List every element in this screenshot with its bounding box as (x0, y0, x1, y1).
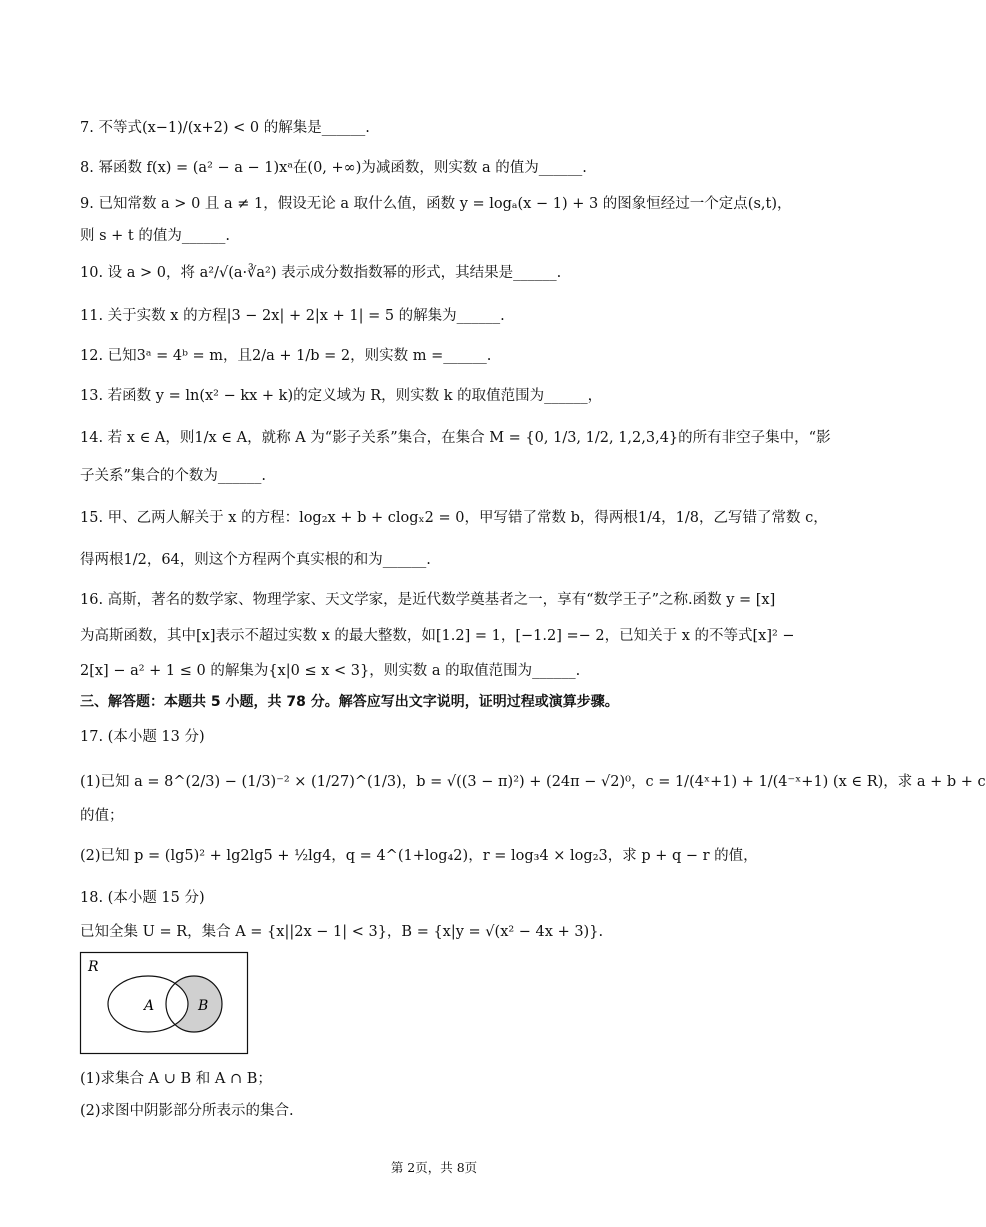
question-17-part2: (2)已知 p = (lg5)² + lg2lg5 + ½lg4，q = 4^(1+log₄2)，r = log₃4 × log₂3，求 p + q − r 的值， (80, 848, 758, 864)
question-10: 10. 设 a > 0，将 a²/√(a·∛a²) 表示成分数指数幂的形式，其结果是______. (80, 265, 562, 281)
question-14-line1: 14. 若 x ∈ A，则1/x ∈ A，就称 A 为“影子关系”集合，在集合 M = {0, 1/3, 1/2, 1,2,3,4}的所有非空子集中，“影 (80, 430, 831, 446)
question-17-title: 17. (本小题 13 分) (80, 729, 205, 745)
question-16-line3: 2[x] − a² + 1 ≤ 0 的解集为{x|0 ≤ x < 3}，则实数 a 的取值范围为______. (80, 663, 581, 679)
question-15-line1: 15. 甲、乙两人解关于 x 的方程：log₂x + b + clogₓ2 = 0，甲写错了常数 b，得两根1/4，1/8，乙写错了常数 c， (80, 510, 828, 526)
question-7: 7. 不等式(x−1)/(x+2) < 0 的解集是______. (80, 120, 370, 136)
question-9-line2: 则 s + t 的值为______. (80, 228, 230, 244)
question-17-part1-line1: (1)已知 a = 8^(2/3) − (1/3)⁻² × (1/27)^(1/3)，b = √((3 − π)²) + (24π − √2)⁰，c = 1/(4ˣ+1) + 1/(4⁻ˣ+1) (x ∈ R)，求 a + b + c (80, 774, 986, 790)
question-18-title: 18. (本小题 15 分) (80, 890, 205, 906)
question-9-line1: 9. 已知常数 a > 0 且 a ≠ 1，假设无论 a 取什么值，函数 y = logₐ(x − 1) + 3 的图象恒经过一个定点(s,t)， (80, 196, 792, 212)
question-18-part2: (2)求图中阴影部分所表示的集合. (80, 1103, 294, 1119)
question-16-line2: 为高斯函数，其中[x]表示不超过实数 x 的最大整数，如[1.2] = 1，[−1.2] =− 2，已知关于 x 的不等式[x]² − (80, 628, 795, 644)
question-18-stem: 已知全集 U = R，集合 A = {x||2x − 1| < 3}，B = {x|y = √(x² − 4x + 3)}. (80, 924, 604, 940)
venn-label-universe: R (88, 959, 99, 975)
question-12: 12. 已知3ᵃ = 4ᵇ = m，且2/a + 1/b = 2，则实数 m =______. (80, 348, 492, 364)
question-8: 8. 幂函数 f(x) = (a² − a − 1)xᵃ在(0, +∞)为减函数，则实数 a 的值为______. (80, 160, 587, 176)
question-16-line1: 16. 高斯，著名的数学家、物理学家、天文学家，是近代数学奠基者之一，享有“数学王子”之称.函数 y = [x] (80, 592, 776, 608)
question-13: 13. 若函数 y = ln(x² − kx + k)的定义域为 R，则实数 k 的取值范围为______， (80, 388, 603, 404)
section-3-heading: 三、解答题：本题共 5 小题，共 78 分。解答应写出文字说明，证明过程或演算步骤。 (80, 694, 619, 710)
question-15-line2: 得两根1/2，64，则这个方程两个真实根的和为______. (80, 552, 431, 568)
question-18-part1: (1)求集合 A ∪ B 和 A ∩ B； (80, 1071, 272, 1087)
question-11: 11. 关于实数 x 的方程|3 − 2x| + 2|x + 1| = 5 的解集为______. (80, 308, 505, 324)
question-17-part1-line2: 的值； (80, 808, 124, 824)
venn-label-a: A (144, 998, 155, 1014)
venn-label-b: B (198, 998, 209, 1014)
venn-diagram (80, 952, 248, 1054)
question-14-line2: 子关系”集合的个数为______. (80, 468, 267, 484)
page-footer: 第 2页，共 8页 (390, 1160, 478, 1175)
